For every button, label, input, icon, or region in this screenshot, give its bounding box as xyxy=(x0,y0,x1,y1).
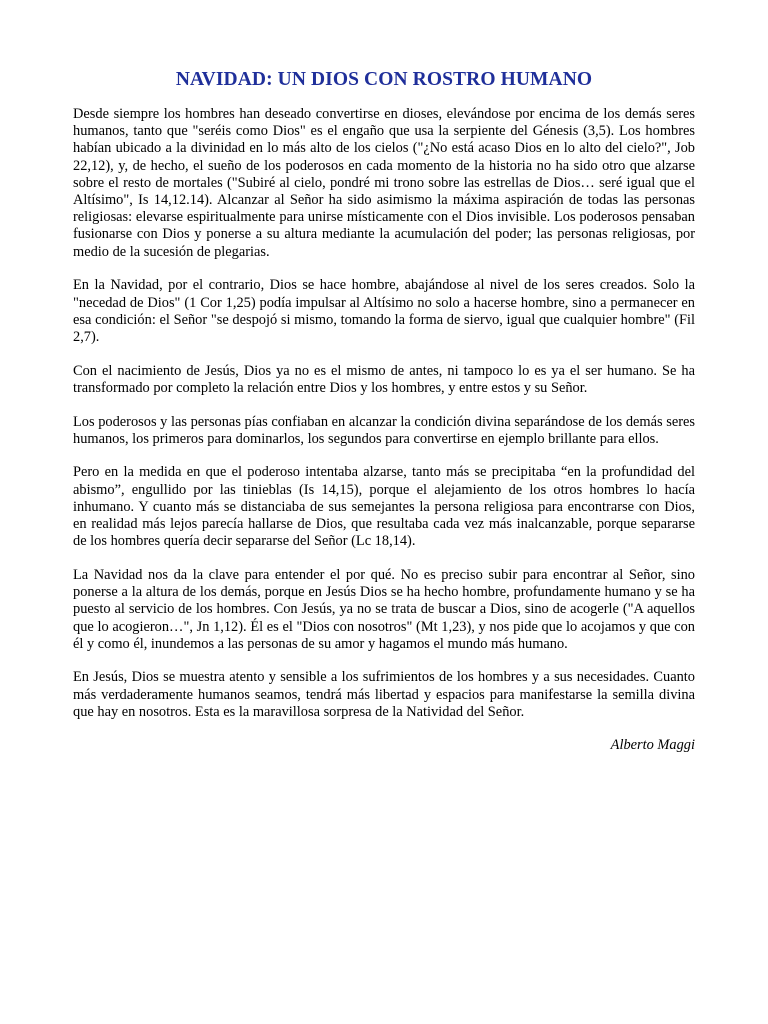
paragraph-5: Pero en la medida en que el poderoso intentaba alzarse, tanto más se precipitaba “en la profundidad del abismo”, engullido por las tinieblas (Is 14,15), porque el alejamiento de los otros hombres lo hacía inhumano. Y cuanto más se distanciaba de sus semejantes la persona religiosa para encontrarse con Dios, en realidad más lejos parecía hallarse de Dios, que resultaba cada vez más inalcanzable, porque separarse de los hombres quería decir separarse del Señor (Lc 18,14). xyxy=(73,464,695,550)
paragraph-6: La Navidad nos da la clave para entender el por qué. No es preciso subir para encontrar al Señor, sino ponerse a la altura de los demás, porque en Jesús Dios se ha hecho hombre, profundamente humano y se ha puesto al servicio de los hombres. Con Jesús, ya no se trata de buscar a Dios, sino de acogerle ("A aquellos que lo acogieron…", Jn 1,12). Él es el "Dios con nosotros" (Mt 1,23), y nos pide que lo acojamos y que con él y como él, inundemos a las personas de su amor y hagamos el mundo más humano. xyxy=(73,566,695,652)
paragraph-4: Los poderosos y las personas pías confiaban en alcanzar la condición divina separándose de los demás seres humanos, los primeros para dominarlos, los segundos para convertirse en ejemplo brillante para ellos. xyxy=(73,413,695,447)
paragraph-7: En Jesús, Dios se muestra atento y sensible a los sufrimientos de los hombres y a sus necesidades. Cuanto más verdaderamente humanos seamos, tendrá más libertad y espacios para manifestarse la semilla divina que hay en nosotros. Esta es la maravillosa sorpresa de la Natividad del Señor. xyxy=(73,669,695,720)
paragraph-2: En la Navidad, por el contrario, Dios se hace hombre, abajándose al nivel de los seres creados. Solo la "necedad de Dios" (1 Cor 1,25) podía impulsar al Altísimo no solo a hacerse hombre, sino a permanecer en esa condición: el Señor "se despojó si mismo, tomando la forma de siervo, igual que cualquier hombre" (Fil 2,7). xyxy=(73,277,695,345)
author-signature: Alberto Maggi xyxy=(610,737,695,754)
paragraph-1: Desde siempre los hombres han deseado convertirse en dioses, elevándose por encima de los demás seres humanos, tanto que "seréis como Dios" es el engaño que usa la serpiente del Génesis (3,5). Los hombres habían ubicado a la divinidad en lo más alto de los cielos ("¿No está acaso Dios en lo alto del cielo?", Job 22,12), y, de hecho, el sueño de los poderosos en cada momento de la historia no ha sido otro que alzarse sobre el resto de mortales ("Subiré al cielo, pondré mi trono sobre las estrellas de Dios… seré igual que el Altísimo", Is 14,12.14). Alcanzar al Señor ha sido asimismo la máxima aspiración de todas las personas religiosas: elevarse espiritualmente para unirse místicamente con el Dios invisible. Los poderosos pensaban fusionarse con Dios y ponerse a su altura mediante la acumulación del poder; las personas religiosas, por medio de la sucesión de plegarias. xyxy=(73,106,695,260)
paragraph-3: Con el nacimiento de Jesús, Dios ya no es el mismo de antes, ni tampoco lo es ya el ser humano. Se ha transformado por completo la relación entre Dios y los hombres, y entre estos y su Señor. xyxy=(73,362,695,396)
document-page xyxy=(73,0,695,754)
document-title: NAVIDAD: UN DIOS CON ROSTRO HUMANO xyxy=(175,69,593,90)
